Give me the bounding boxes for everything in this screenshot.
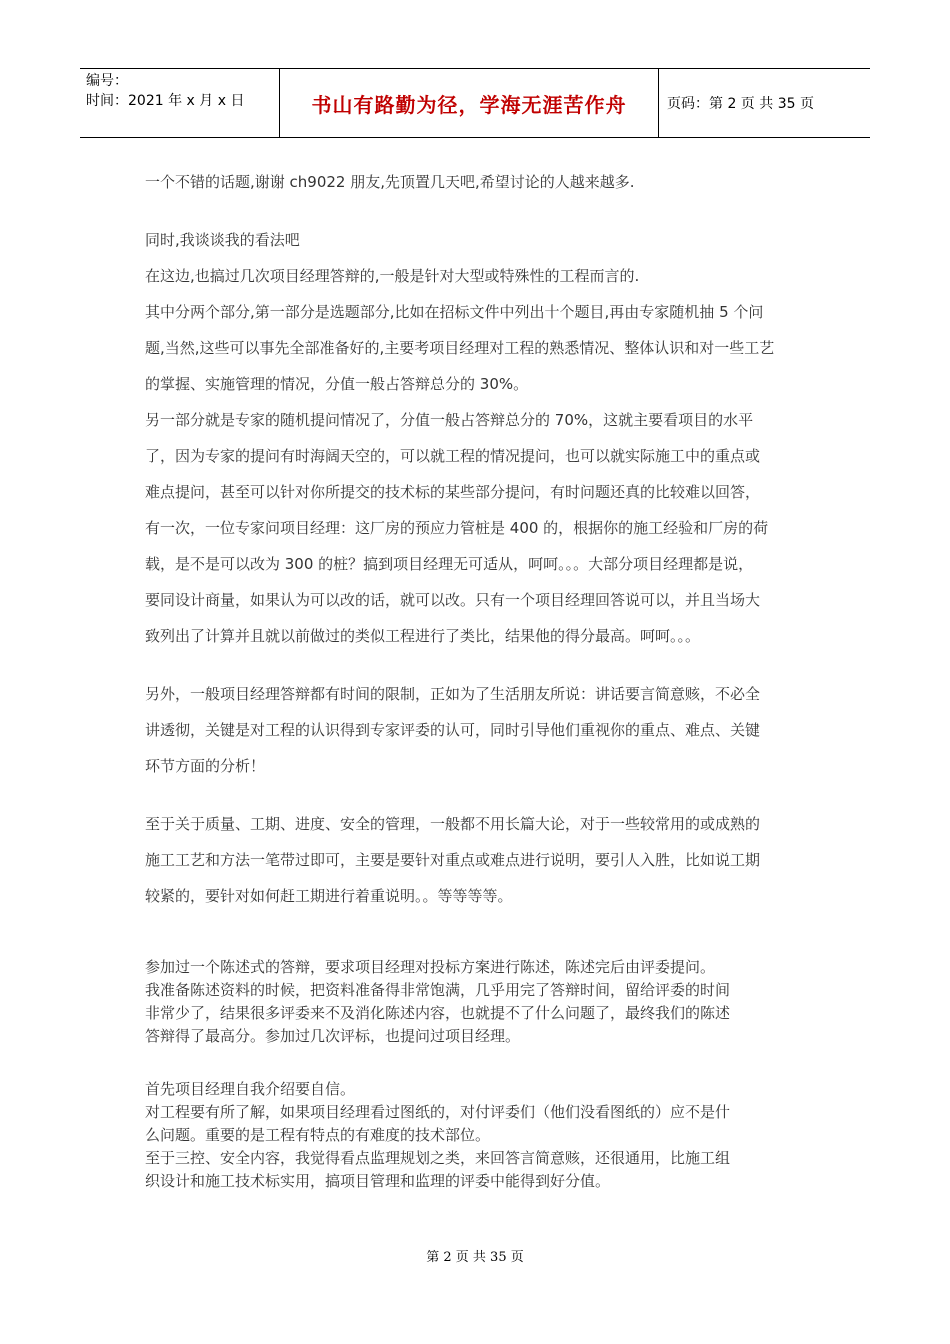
paragraph-line: 一个不错的话题,谢谢 ch9022 朋友,先顶置几天吧,希望讨论的人越来越多. — [145, 173, 635, 191]
page-footer: 第 2 页 共 35 页 — [426, 1250, 524, 1265]
paragraph-line: 另外，一般项目经理答辩都有时间的限制，正如为了生活朋友所说：讲话要言简意赅，不必全 — [145, 685, 761, 703]
paragraph-line: 至于三控、安全内容，我觉得看点监理规划之类，来回答言简意赅，还很通用，比施工组 — [145, 1149, 731, 1167]
doc-date-label: 时间：2021 年 x 月 x 日 — [86, 93, 245, 109]
paragraph-line: 致列出了计算并且就以前做过的类似工程进行了类比，结果他的得分最高。呵呵。。。 — [145, 627, 701, 645]
paragraph-line: 另一部分就是专家的随机提问情况了，分值一般占答辩总分的 70%，这就主要看项目的水平 — [145, 411, 754, 429]
secondary-content — [145, 956, 825, 1193]
paragraph-line: 首先项目经理自我介绍要自信。 — [145, 1080, 356, 1098]
paragraph-block-5 — [145, 1078, 825, 1193]
header-page-info: 页码：第 2 页 共 35 页 — [667, 96, 814, 112]
paragraph-line: 载，是不是可以改为 300 的桩？搞到项目经理无可适从，呵呵。。。大部分项目经理都是说， — [145, 555, 754, 573]
paragraph-block-3 — [145, 806, 855, 914]
paragraph-line: 要同设计商量，如果认为可以改的话，就可以改。只有一个项目经理回答说可以，并且当场大 — [145, 591, 761, 609]
paragraph-line: 织设计和施工技术标实用，搞项目管理和监理的评委中能得到好分值。 — [145, 1172, 611, 1190]
paragraph-line: 其中分两个部分,第一部分是选题部分,比如在招标文件中列出十个题目,再由专家随机抽 5 个问 — [145, 303, 764, 321]
paragraph-line: 答辩得了最高分。参加过几次评标，也提问过项目经理。 — [145, 1027, 521, 1045]
paragraph-block-1 — [145, 222, 855, 654]
header-motto: 书山有路勤为径，学海无涯苦作舟 — [280, 69, 659, 137]
paragraph-line: 同时,我谈谈我的看法吧 — [145, 231, 300, 249]
page-header — [80, 68, 870, 138]
paragraph-line: 非常少了，结果很多评委来不及消化陈述内容，也就提不了什么问题了，最终我们的陈述 — [145, 1004, 731, 1022]
paragraph-line: 有一次，一位专家问项目经理：这厂房的预应力管桩是 400 的，根据你的施工经验和厂房的荷 — [145, 519, 769, 537]
header-meta — [80, 69, 280, 137]
paragraph-line: 难点提问，甚至可以针对你所提交的技术标的某些部分提问，有时问题还真的比较难以回答， — [145, 483, 761, 501]
paragraph-line: 题,当然,这些可以事先全部准备好的,主要考项目经理对工程的熟悉情况、整体认识和对一些工艺 — [145, 339, 775, 357]
paragraph-line: 在这边,也搞过几次项目经理答辩的,一般是针对大型或特殊性的工程而言的. — [145, 267, 640, 285]
paragraph-block-4 — [145, 956, 825, 1048]
paragraph-line: 参加过一个陈述式的答辩，要求项目经理对投标方案进行陈述，陈述完后由评委提问。 — [145, 958, 716, 976]
paragraph-line: 我准备陈述资料的时候，把资料准备得非常饱满，几乎用完了答辩时间，留给评委的时间 — [145, 981, 731, 999]
paragraph-line: 讲透彻，关键是对工程的认识得到专家评委的认可，同时引导他们重视你的重点、难点、关键 — [145, 721, 761, 739]
paragraph-line: 至于关于质量、工期、进度、安全的管理，一般都不用长篇大论，对于一些较常用的或成熟的 — [145, 815, 761, 833]
paragraph-line: 对工程要有所了解，如果项目经理看过图纸的，对付评委们（他们没看图纸的）应不是什 — [145, 1103, 731, 1121]
paragraph-line: 么问题。重要的是工程有特点的有难度的技术部位。 — [145, 1126, 491, 1144]
paragraph-block-2 — [145, 676, 855, 784]
paragraph-line: 了，因为专家的提问有时海阔天空的，可以就工程的情况提问，也可以就实际施工中的重点或 — [145, 447, 761, 465]
paragraph-line: 的掌握、实施管理的情况，分值一般占答辩总分的 30%。 — [145, 375, 529, 393]
main-content — [145, 164, 855, 914]
paragraph-line: 较紧的，要针对如何赶工期进行着重说明。。等等等等。 — [145, 887, 513, 905]
doc-number-label: 编号： — [86, 73, 128, 89]
paragraph-line: 施工工艺和方法一笔带过即可，主要是要针对重点或难点进行说明，要引人入胜，比如说工期 — [145, 851, 761, 869]
paragraph-line: 环节方面的分析！ — [145, 757, 266, 775]
